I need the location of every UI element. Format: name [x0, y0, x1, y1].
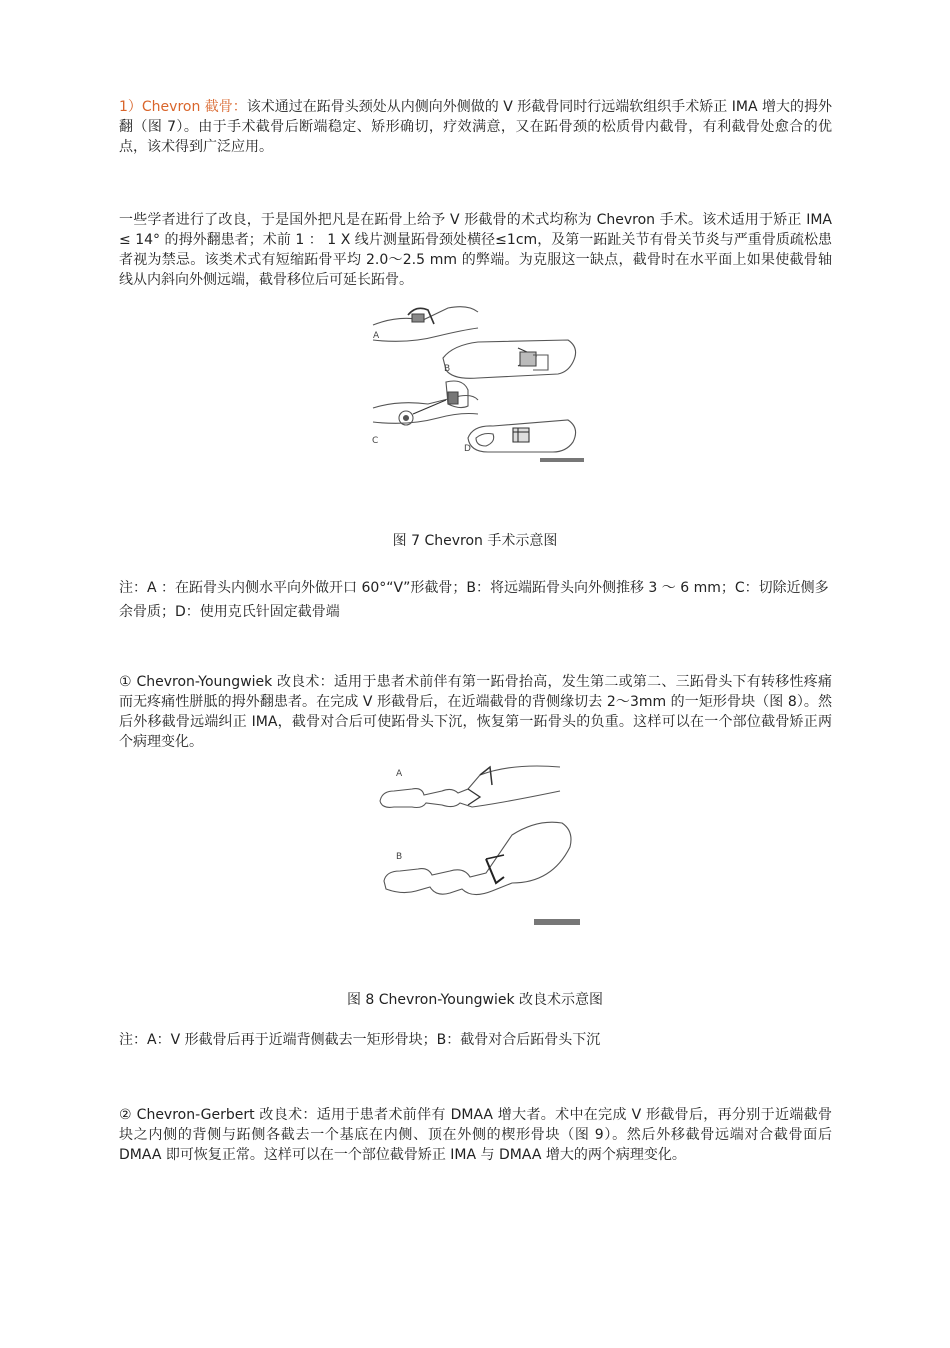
- figure-8-illustration: [372, 763, 582, 933]
- paragraph-gerbert: ② Chevron-Gerbert 改良术：适用于患者术前伴有 DMAA 增大者。术中在完成 V 形截骨后，再分别于近端截骨块之内侧的背侧与跖侧各截去一个基底在内侧、顶在外侧的楔形骨块（图 9）。然后外移截骨远端对合截骨面后 DMAA 即可恢复正常。这样可以在一个部位截骨矫正 IMA 与 DMAA 增大的两个病理变化。: [119, 1107, 832, 1163]
- figure-7-illustration: [368, 300, 588, 465]
- paragraph-youngwiek: ① Chevron-Youngwiek 改良术：适用于患者术前伴有第一跖骨抬高，发生第二或第二、三跖骨头下有转移性疼痛而无疼痛性胼胝的拇外翻患者。在完成 V 形截骨后，在近端截骨的背侧缘切去 2～3mm 的一矩形骨块（图 8）。然后外移截骨远端纠正 IMA，截骨对合后可使跖骨头下沉，恢复第一跖骨头的负重。这样可以在一个部位截骨矫正两个病理变化。: [119, 674, 832, 750]
- paragraph-text: 该术通过在跖骨头颈处从内侧向外侧做的 V 形截骨同时行远端软组织手术矫正 IMA 增大的拇外翻（图 7）。由于手术截骨后断端稳定、矫形确切，疗效满意，又在跖骨颈的松质骨内截骨，有利截骨处愈合的优点，该术得到广泛应用。: [119, 99, 832, 155]
- figure-label-a: A: [396, 769, 403, 779]
- figure-7-note: 注：A ：在跖骨头内侧水平向外做开口 60°“V”形截骨；B：将远端跖骨头向外侧推移 3 ～ 6 mm；C：切除近侧多余骨质；D：使用克氏针固定截骨端: [119, 580, 829, 620]
- figure-label-a: A: [373, 331, 380, 341]
- figure-7-caption: 图 7 Chevron 手术示意图: [392, 533, 558, 549]
- figure-8-caption: 图 8 Chevron-Youngwiek 改良术示意图: [346, 992, 604, 1008]
- paragraph-chevron-intro: [119, 97, 832, 157]
- figure-label-b: B: [396, 852, 403, 862]
- section-heading: 1）Chevron 截骨：: [119, 99, 247, 115]
- paragraph-modifications: 一些学者进行了改良，于是国外把凡是在跖骨上给予 V 形截骨的术式均称为 Chevron 手术。该术适用于矫正 IMA ≤ 14° 的拇外翻患者；术前 1 ： 1 X 线片测量跖骨颈处横径≤1cm，及第一跖趾关节有骨关节炎与严重骨质疏松患者视为禁忌。该类术式有短缩跖骨平均 2.0～2.5 mm 的弊端。为克服这一缺点，截骨时在水平面上如果使截骨轴线从内斜向外侧远端，截骨移位后可延长跖骨。: [119, 212, 832, 288]
- figure-label-c: C: [372, 436, 379, 446]
- figure-label-d: D: [464, 444, 471, 454]
- figure-8-note: 注：A：V 形截骨后再于近端背侧截去一矩形骨块；B：截骨对合后跖骨头下沉: [119, 1032, 601, 1048]
- figure-label-b: B: [444, 364, 451, 374]
